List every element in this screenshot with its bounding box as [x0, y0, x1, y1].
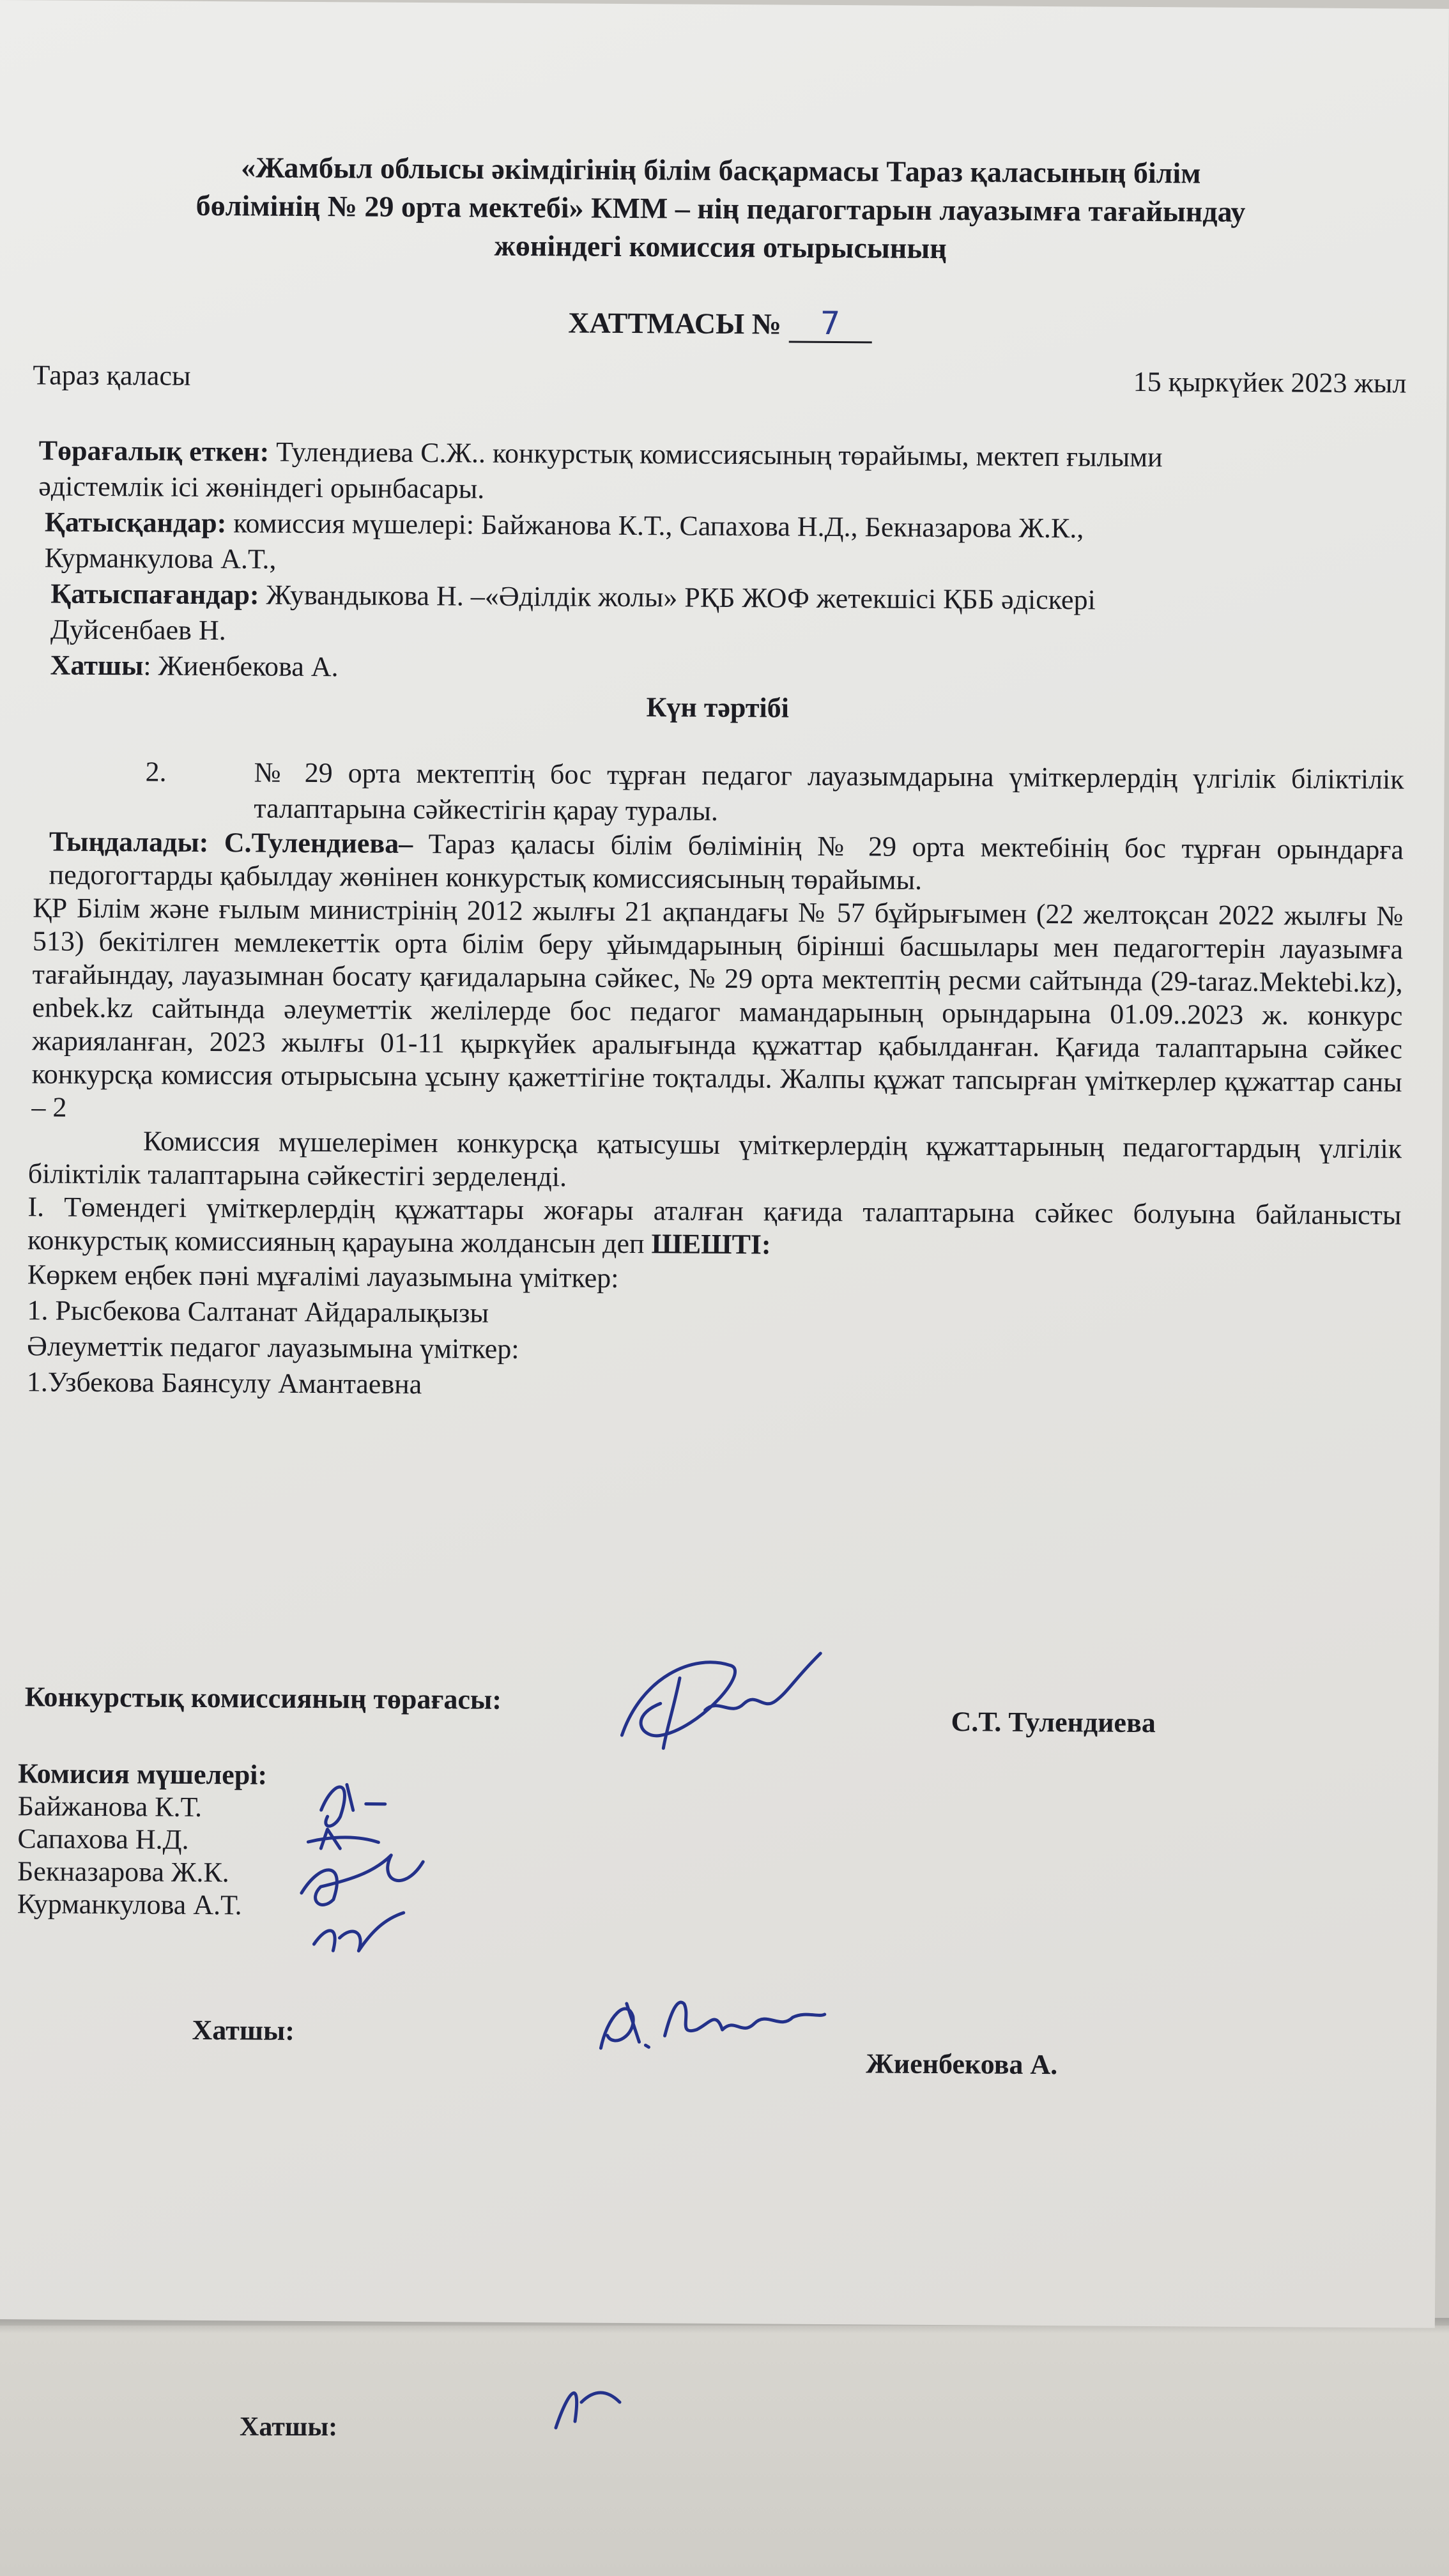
agenda-number: 2. — [145, 756, 167, 788]
agenda-item — [30, 753, 1404, 833]
position-1: Көркем еңбек пәні мұғалімі лауазымына үміткер: — [27, 1259, 619, 1294]
secretary-sig-label: Хатшы: — [192, 2014, 295, 2046]
heard-label: Тыңдалады: С.Тулендиева– — [49, 825, 413, 859]
member-name: Байжанова К.Т. — [17, 1790, 203, 1823]
agenda-title: Күн тәртібі — [646, 691, 790, 724]
participants-line-2: Курманкулова А.Т., — [44, 542, 277, 575]
next-page — [0, 2326, 1449, 2576]
body-paragraph: ҚР Білім және ғылым министрінің 2012 жылғы 21 ақпандағы № 57 бұйрығымен (22 желтоқсан 2022 жылғы № 513) бекітілген мемлекеттік орта білім беру ұйымдарының бірінші басшылары мен педагогтерін лауазымға тағайындау, лауазымнан босату қағидаларына сәйкес, № 29 орта мектептің ресми сайтында (29-taraz.Mektebi.kz), enbek.kz сайтында әлеуметтік желілерде бос педагог мамандарының орындарына 01.09..2023 ж. конкурс жарияланған, 2023 жылғы 01-11 қыркүйек аралығында құжаттар қабылданған. Қағида талаптарына сәйкес конкурсқа комиссия отырысына ұсыну қажеттігіне тоқталды. Жалпы құжат тапсырған үміткерлер құжаттар саны – 2 — [31, 892, 1404, 1123]
member-name: Сапахова Н.Д. — [17, 1823, 189, 1855]
candidate-2: 1.Узбекова Баянсулу Амантаевна — [26, 1366, 422, 1400]
chaired-label: Төрағалық еткен: — [38, 434, 270, 468]
city: Тараз қаласы — [33, 359, 191, 392]
chair-signature-icon — [602, 1639, 833, 1768]
members-label: Комисия мүшелері: — [17, 1758, 268, 1791]
place-date-row — [33, 357, 1406, 401]
absent-line-2: Дуйсенбаев Н. — [50, 613, 226, 647]
member-name: Бекназарова Ж.К. — [17, 1855, 229, 1889]
decision-text: I. Төмендегі үміткерлердің құжаттары жоғары аталған қағида талаптарына сәйкес болуына байланысты конкурстық комиссияның қарауына жолдансын деп — [27, 1191, 1402, 1260]
title-line: «Жамбыл облысы әкімдігінің білім басқармасы Тараз қаласының білім — [241, 151, 1201, 190]
participants-text: комиссия мүшелері: Байжанова К.Т., Сапахова Н.Д., Бекназарова Ж.К., — [226, 507, 1084, 544]
heard-text: Тараз қаласы білім бөлімінің № 29 орта мектебінің бос тұрған орындарға педогогтарды қабылдау жөнінен конкурстық комиссиясының төрайымы. — [49, 827, 1404, 896]
document-body — [27, 147, 1408, 1408]
chaired-text: Тулендиева С.Ж.. конкурстық комиссиясының төрайымы, мектеп ғылыми — [269, 436, 1163, 473]
agenda-text: № 29 орта мектептің бос тұрған педагог лауазымдарына үміткерлердің үлгілік біліктілік талаптарына сәйкестігін қарау туралы. — [254, 756, 1404, 827]
chair-name: С.Т. Тулендиева — [951, 1706, 1156, 1739]
commission-paragraph: Комиссия мүшелерімен конкурсқа қатысушы үміткерлердің құжаттарының педагогтардың үлгілік біліктілік талаптарына сәйкестігі зерделенді. — [27, 1125, 1402, 1193]
protocol-number: 7 — [788, 305, 871, 344]
protocol-heading — [33, 300, 1407, 346]
participants-label: Қатысқандар: — [44, 506, 227, 539]
absent-text: Жувандыкова Н. –«Әділдік жолы» РҚБ ЖОФ жетекшісі ҚББ әдіскері — [259, 579, 1096, 616]
document-title — [33, 147, 1407, 270]
secretary-sig-name: Жиенбекова А. — [866, 2048, 1058, 2081]
date: 15 қыркүйек 2023 жыл — [1133, 365, 1407, 399]
title-line: бөлімінің № 29 орта мектебі» КММ – нің педагогтарын лауазымға тағайындау — [195, 188, 1246, 228]
absent-label: Қатыспағандар: — [50, 578, 259, 611]
next-page-signature-icon — [543, 2364, 671, 2441]
secretary-label: Хатшы — [50, 649, 144, 682]
members-signatures-icon — [282, 1765, 449, 1984]
position-2: Әлеуметтік педагог лауазымына үміткер: — [26, 1330, 519, 1365]
members-block — [17, 1757, 1392, 1928]
secretary-text: : Жиенбекова А. — [143, 650, 339, 683]
heard-paragraph — [29, 825, 1404, 900]
secretary-signature-icon — [588, 1978, 831, 2069]
member-name: Курманкулова А.Т. — [17, 1888, 242, 1921]
title-line: жөніндегі комиссия отырысының — [494, 229, 947, 265]
secretary-line — [31, 647, 1404, 691]
decision-paragraph — [27, 1190, 1402, 1265]
chaired-line-2: әдістемлік ісі жөніндегі орынбасары. — [38, 470, 485, 505]
chair-label: Конкурстық комиссияның төрағасы: — [24, 1681, 502, 1715]
decision-word: ШЕШТІ: — [651, 1228, 771, 1261]
next-page-secretary-label: Хатшы: — [240, 2412, 338, 2442]
protocol-label: ХАТТМАСЫ № — [568, 306, 782, 341]
candidate-1: 1. Рысбекова Салтанат Айдаралықызы — [27, 1294, 489, 1329]
